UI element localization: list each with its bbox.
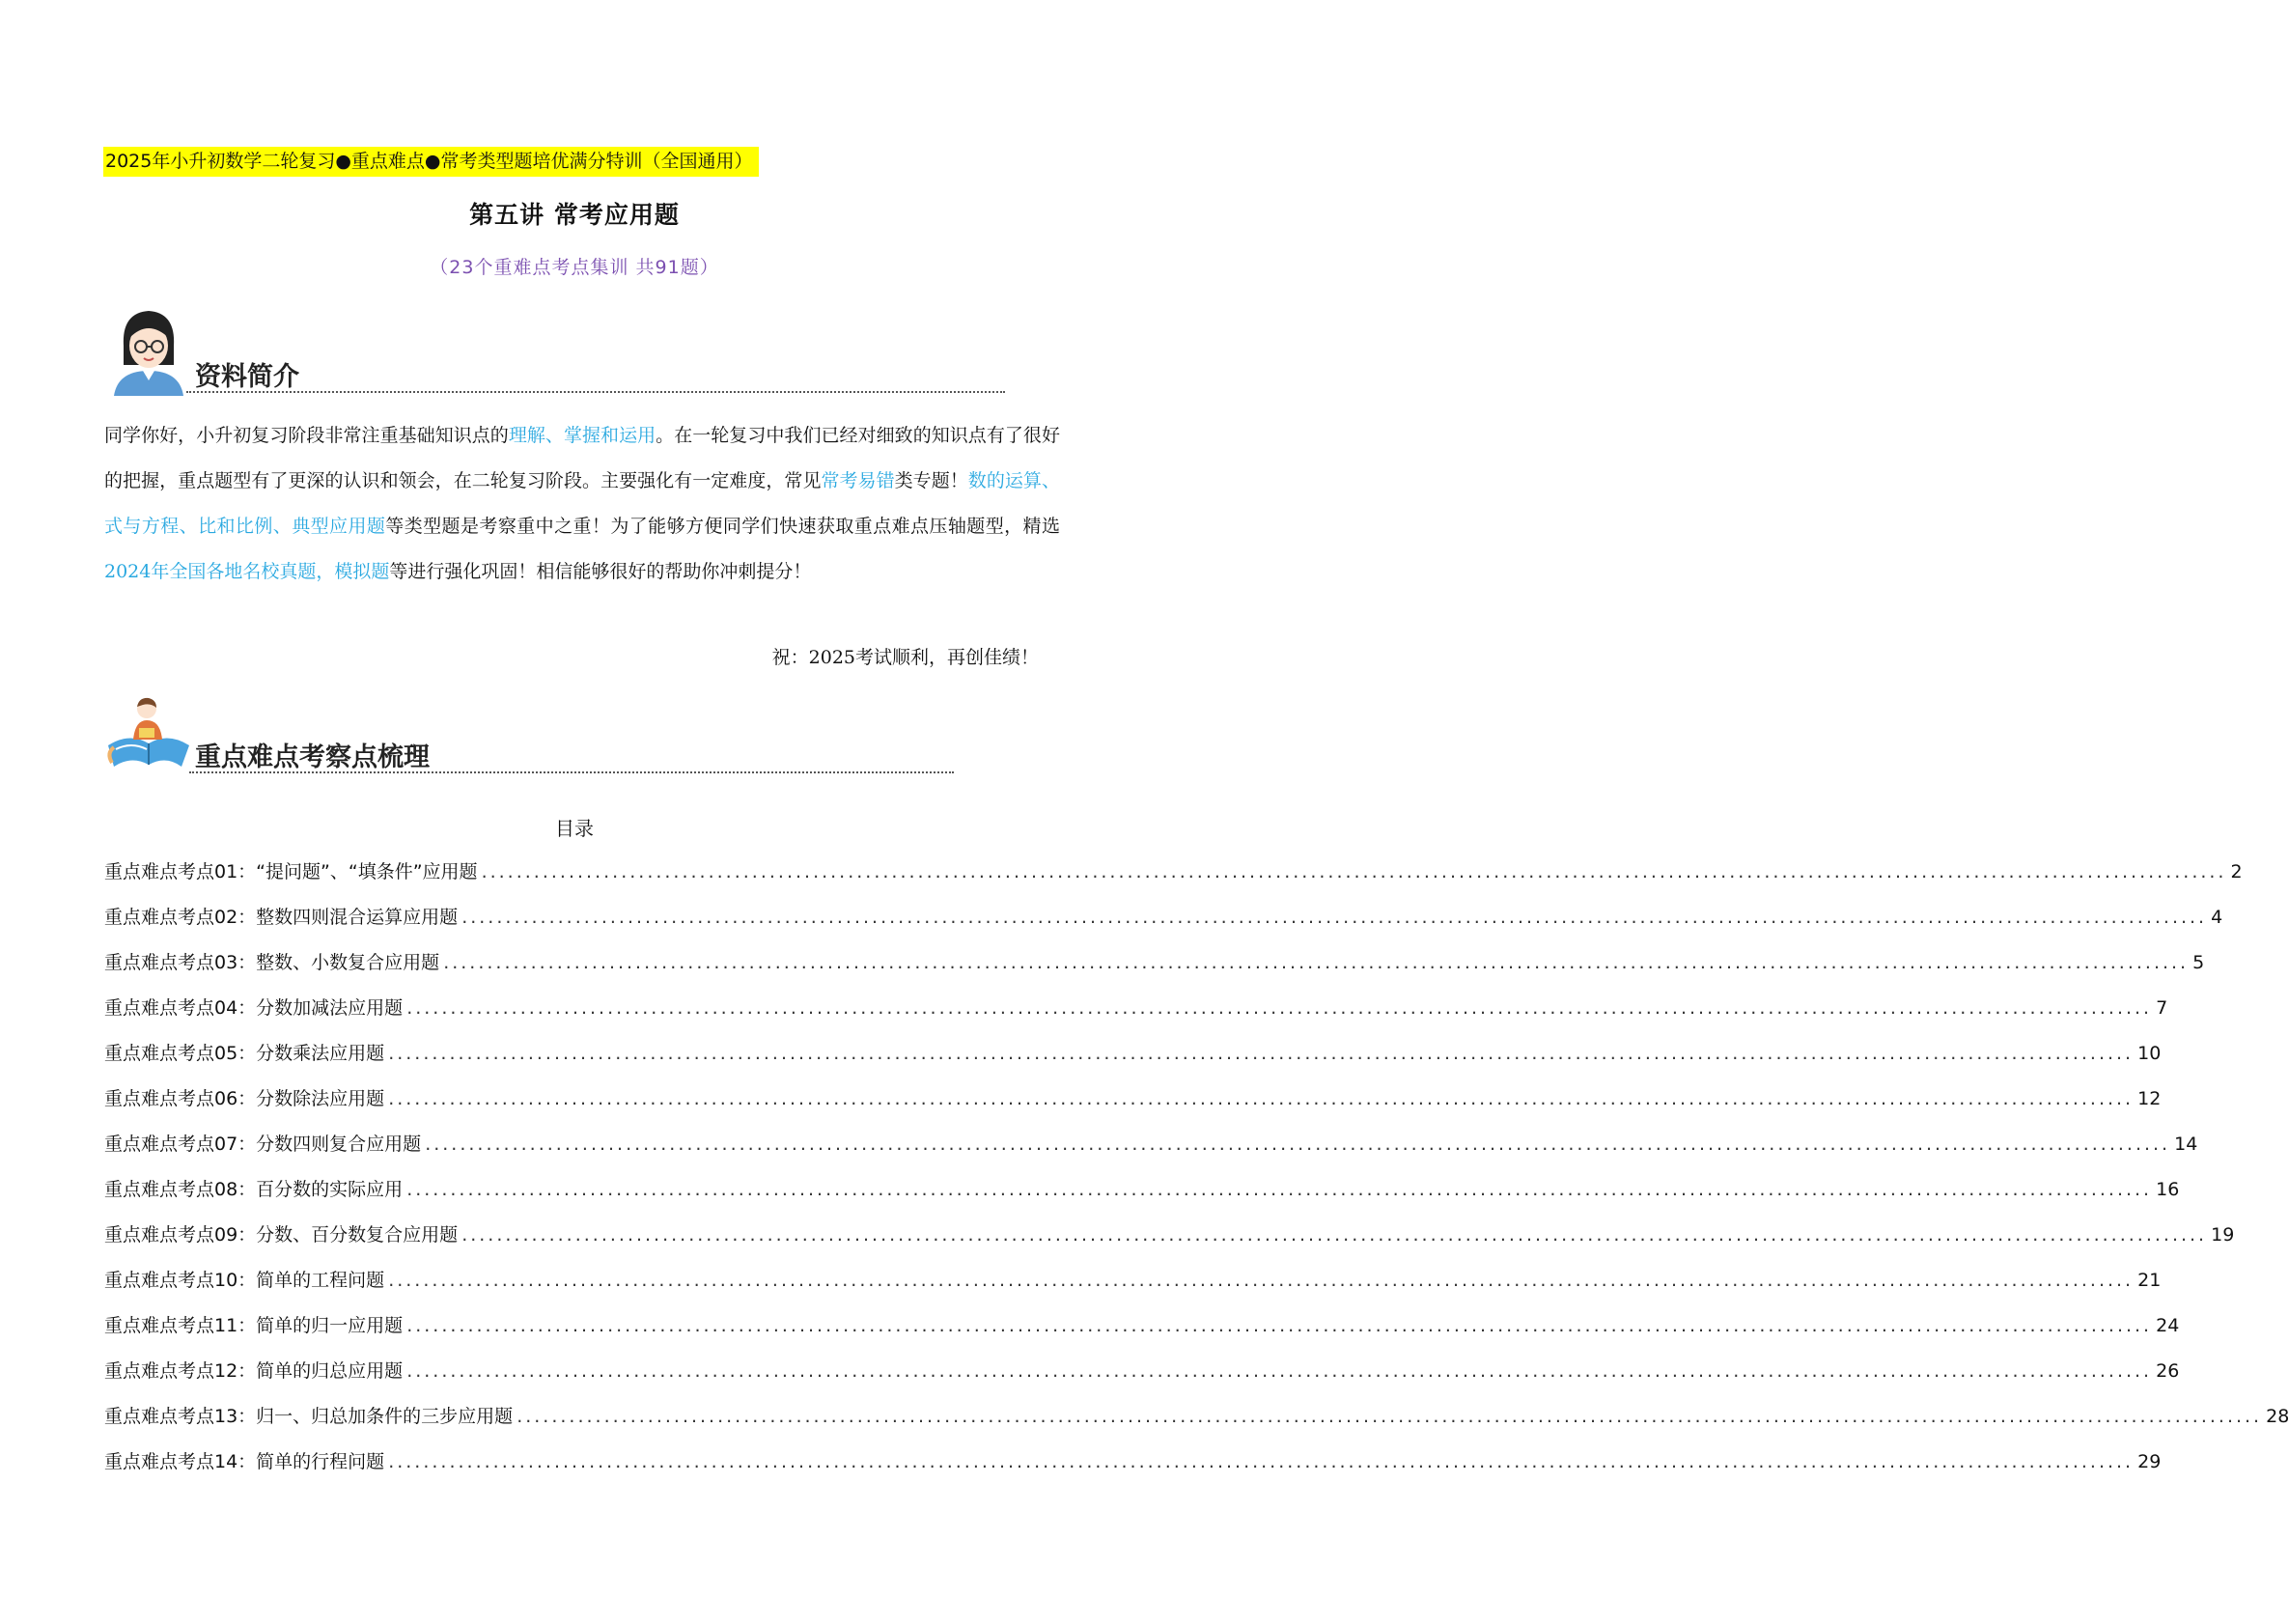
dot-leader: ........................................................................................................................................................................................................ xyxy=(388,1270,2135,1291)
series-banner: 2025年小升初数学二轮复习●重点难点●常考类型题培优满分特训（全国通用） xyxy=(103,147,759,177)
toc-entry[interactable] xyxy=(104,1077,2162,1122)
toc-title: 目录 xyxy=(555,817,594,840)
intro-highlight: 常考易错 xyxy=(821,470,895,491)
toc-page-number: 19 xyxy=(2211,1224,2235,1246)
dot-leader: ........................................................................................................................................................................................................ xyxy=(516,1406,2263,1427)
toc-entry-label: 重点难点考点13：归一、归总加条件的三步应用题 xyxy=(104,1406,514,1427)
toc-page-number: 24 xyxy=(2156,1315,2180,1336)
intro-text: 同学你好，小升初复习阶段非常注重基础知识点的 xyxy=(104,425,509,446)
dot-leader: ........................................................................................................................................................................................................ xyxy=(425,1134,2171,1155)
toc-entry[interactable] xyxy=(104,986,2168,1031)
dot-leader: ........................................................................................................................................................................................................ xyxy=(388,1451,2135,1472)
toc-entry-label: 重点难点考点14：简单的行程问题 xyxy=(104,1451,385,1472)
closing-wish: 祝：2025考试顺利，再创佳绩！ xyxy=(771,647,1039,668)
toc-page-number: 28 xyxy=(2266,1406,2289,1427)
section-header-topics xyxy=(104,695,1070,792)
toc-page-number: 4 xyxy=(2211,907,2223,928)
toc-page-number: 5 xyxy=(2192,952,2205,973)
toc-entry-label: 重点难点考点03：整数、小数复合应用题 xyxy=(104,952,440,973)
section-title-topics: 重点难点考察点梳理 xyxy=(195,742,430,772)
dot-leader: ........................................................................................................................................................................................................ xyxy=(443,952,2190,973)
intro-highlight: 数的运算、式与方程、比和比例、典型应用题 xyxy=(104,470,1060,537)
toc-entry[interactable] xyxy=(104,1258,2162,1303)
toc-entry[interactable] xyxy=(104,1122,2198,1167)
dot-leader: ........................................................................................................................................................................................................ xyxy=(388,1088,2135,1109)
intro-paragraph xyxy=(104,413,1060,595)
toc-entry-label: 重点难点考点07：分数四则复合应用题 xyxy=(104,1134,422,1155)
toc-entry[interactable] xyxy=(104,1349,2180,1394)
toc-entry-label: 重点难点考点08：百分数的实际应用 xyxy=(104,1179,404,1200)
toc-entry[interactable] xyxy=(104,1303,2180,1349)
toc-page-number: 26 xyxy=(2156,1360,2180,1382)
toc-page-number: 16 xyxy=(2156,1179,2180,1200)
toc-entry-label: 重点难点考点09：分数、百分数复合应用题 xyxy=(104,1224,459,1246)
toc-entry[interactable] xyxy=(104,1394,2289,1440)
toc-entry-label: 重点难点考点05：分数乘法应用题 xyxy=(104,1043,385,1064)
dot-leader: ........................................................................................................................................................................................................ xyxy=(461,907,2208,928)
toc-entry-label: 重点难点考点06：分数除法应用题 xyxy=(104,1088,385,1109)
intro-text: 。在一轮复习中我们已经对细致的知识点有了很好的把握，重点题型有了更深的认识和领会，在二轮复习阶段。主要强化有一定难度，常见 xyxy=(104,425,1060,491)
teacher-illustration-icon xyxy=(110,307,187,396)
toc-entry[interactable] xyxy=(104,1031,2162,1077)
toc-entry-label: 重点难点考点02：整数四则混合运算应用题 xyxy=(104,907,459,928)
toc-entry-label: 重点难点考点01：“提问题”、“填条件”应用题 xyxy=(104,861,478,882)
toc-entry[interactable] xyxy=(104,895,2223,940)
dot-leader: ........................................................................................................................................................................................................ xyxy=(406,997,2153,1019)
toc-page-number: 14 xyxy=(2174,1134,2198,1155)
intro-text: 等进行强化巩固！相信能够很好的帮助你冲刺提分！ xyxy=(389,561,812,582)
toc-entry-label: 重点难点考点11：简单的归一应用题 xyxy=(104,1315,404,1336)
toc-entry[interactable] xyxy=(104,1213,2235,1258)
toc-entry[interactable] xyxy=(104,1167,2180,1213)
intro-text: 类专题！ xyxy=(894,470,968,491)
section-divider xyxy=(189,771,954,773)
dot-leader: ........................................................................................................................................................................................................ xyxy=(481,861,2227,882)
dot-leader: ........................................................................................................................................................................................................ xyxy=(406,1315,2153,1336)
toc-entry-label: 重点难点考点12：简单的归总应用题 xyxy=(104,1360,404,1382)
reading-child-illustration-icon xyxy=(104,695,191,774)
toc-page-number: 10 xyxy=(2137,1043,2162,1064)
intro-text: 等类型题是考察重中之重！为了能够方便同学们快速获取重点难点压轴题型，精选 xyxy=(385,516,1060,537)
section-title-intro: 资料简介 xyxy=(195,362,299,392)
dot-leader: ........................................................................................................................................................................................................ xyxy=(406,1360,2153,1382)
toc-page-number: 21 xyxy=(2137,1270,2162,1291)
table-of-contents xyxy=(104,850,2289,1485)
toc-entry[interactable] xyxy=(104,1440,2162,1485)
subtitle: （23个重难点考点集训 共91题） xyxy=(430,257,719,278)
dot-leader: ........................................................................................................................................................................................................ xyxy=(461,1224,2208,1246)
toc-page-number: 29 xyxy=(2137,1451,2162,1472)
section-header-intro xyxy=(104,307,1070,404)
toc-page-number: 7 xyxy=(2156,997,2168,1019)
toc-entry[interactable] xyxy=(104,940,2205,986)
dot-leader: ........................................................................................................................................................................................................ xyxy=(406,1179,2153,1200)
section-divider xyxy=(186,391,1005,393)
lecture-title: 第五讲 常考应用题 xyxy=(469,201,680,229)
intro-highlight: 理解、掌握和运用 xyxy=(508,425,656,446)
toc-entry[interactable] xyxy=(104,850,2243,895)
intro-highlight: 2024年全国各地名校真题，模拟题 xyxy=(104,561,390,582)
toc-entry-label: 重点难点考点10：简单的工程问题 xyxy=(104,1270,385,1291)
dot-leader: ........................................................................................................................................................................................................ xyxy=(388,1043,2135,1064)
toc-page-number: 2 xyxy=(2230,861,2243,882)
toc-page-number: 12 xyxy=(2137,1088,2162,1109)
toc-entry-label: 重点难点考点04：分数加减法应用题 xyxy=(104,997,404,1019)
